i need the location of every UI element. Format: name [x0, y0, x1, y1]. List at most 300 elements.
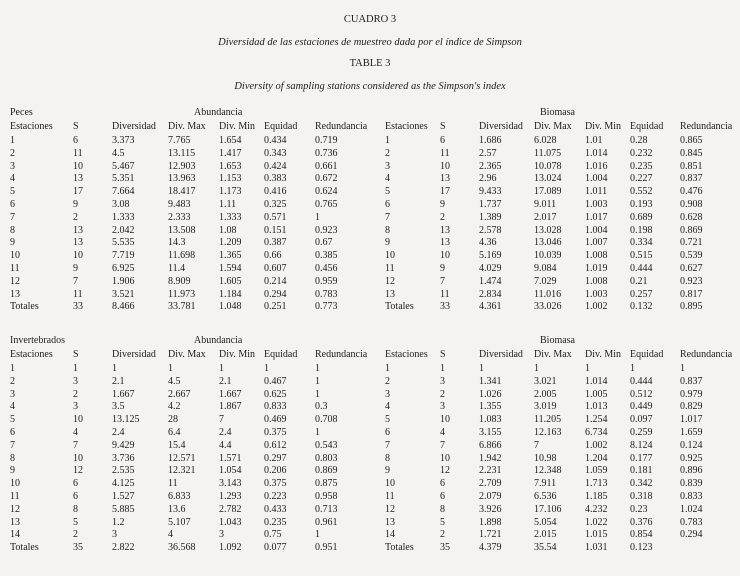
table-cell: 0.476	[680, 186, 703, 198]
table-cell: 0.387	[264, 237, 287, 249]
table-cell: 5.351	[112, 173, 135, 185]
table-cell: 1.654	[219, 135, 242, 146]
table-cell: 7	[10, 211, 15, 223]
column-header: Equidad	[264, 121, 298, 132]
table-cell: 13	[440, 224, 450, 236]
table-cell: 9.433	[479, 186, 502, 198]
table-cell: 4.232	[585, 503, 608, 515]
table-cell: 12.348	[534, 465, 562, 477]
table-cell: 2.042	[112, 224, 135, 236]
table-cell: 8.909	[168, 275, 191, 287]
table-cell: 1.333	[112, 211, 135, 223]
table-cell: 2	[73, 211, 78, 223]
table-cell: 0.765	[315, 199, 338, 210]
table-cell: 9	[440, 263, 445, 274]
table-cell: 13	[73, 224, 83, 236]
table-cell: 1.031	[585, 542, 608, 554]
table-cell: 1.008	[585, 275, 608, 287]
table-cell: 1.209	[219, 237, 242, 249]
table-cell: Totales	[10, 542, 39, 554]
table-cell: 1.906	[112, 275, 135, 287]
table-cell: 2	[440, 211, 445, 223]
table-cell: 0.979	[680, 388, 703, 400]
table-cell: 1	[168, 363, 173, 374]
table-cell: 4	[73, 427, 78, 438]
table-cell: 1.01	[585, 135, 603, 146]
table-cell: 2	[73, 529, 78, 541]
table-cell: 3.08	[112, 199, 130, 210]
table-cell: 8.466	[112, 301, 135, 313]
table-cell: 1.043	[219, 516, 242, 528]
table-title: TABLE 3	[349, 58, 391, 69]
table-cell: 1	[385, 135, 390, 146]
table-cell: 6	[385, 199, 390, 210]
table-cell: 4.2	[168, 401, 181, 413]
table-cell: 1.002	[585, 301, 608, 313]
table-cell: Totales	[10, 301, 39, 313]
table-cell: 3.021	[534, 375, 557, 387]
column-header: Div. Max	[168, 121, 206, 132]
column-header: S	[440, 121, 446, 132]
table-cell: 4.5	[168, 375, 181, 387]
table-cell: 4.4	[219, 439, 232, 451]
column-header: Div. Min	[585, 349, 622, 360]
cuadro-caption: Diversidad de las estaciones de muestreo dada por el índice de Simpson	[218, 37, 522, 48]
table-cell: 0.294	[680, 529, 703, 541]
table-cell: 9	[10, 465, 15, 477]
table-cell: 35	[440, 542, 450, 554]
cuadro-title: CUADRO 3	[343, 14, 397, 25]
table-cell: 12	[73, 465, 83, 477]
table-cell: 1.013	[585, 401, 608, 413]
table-cell: 1.08	[219, 224, 237, 236]
table-cell: 13.115	[168, 147, 196, 159]
table-cell: 0.845	[680, 147, 703, 159]
table-cell: 1.002	[585, 439, 608, 451]
table-cell: 6	[73, 491, 78, 502]
table-cell: 10	[73, 250, 83, 262]
table-cell: 0.383	[264, 173, 287, 185]
table-cell: 5	[73, 516, 78, 528]
table-cell: 13.024	[534, 173, 562, 185]
table-cell: 5	[10, 414, 15, 426]
table-cell: 13.046	[534, 237, 562, 249]
column-header: S	[73, 121, 79, 132]
table-cell: 6	[440, 491, 445, 502]
table-cell: 0.829	[680, 401, 703, 413]
table-cell: 2	[10, 147, 15, 159]
table-cell: 0.294	[264, 288, 287, 300]
table-cell: 10	[10, 478, 20, 490]
table-cell: 6	[10, 199, 15, 210]
table-cell: 5	[10, 186, 15, 198]
table-cell: 10	[440, 160, 450, 172]
table-cell: 0.552	[630, 186, 653, 198]
table-cell: 12	[10, 503, 20, 515]
table-cell: 6.536	[534, 491, 557, 502]
table-cell: 1.173	[219, 186, 242, 198]
table-cell: 3.926	[479, 503, 502, 515]
table-cell: 7	[385, 211, 390, 223]
table-cell: 1	[385, 363, 390, 374]
table-cell: 1	[315, 211, 320, 223]
table-cell: 13	[73, 237, 83, 249]
table-cell: 10	[73, 414, 83, 426]
table-cell: 9	[73, 263, 78, 274]
table-cell: 6.734	[585, 427, 608, 438]
table-cell: 1.11	[219, 199, 237, 210]
table-cell: 4	[385, 173, 390, 185]
table-cell: 6	[385, 427, 390, 438]
table-cell: 7.911	[534, 478, 557, 490]
table-cell: 0.624	[315, 186, 338, 198]
table-cell: 10	[385, 478, 395, 490]
table-cell: 1.571	[219, 452, 242, 464]
table-cell: 6	[73, 135, 78, 146]
table-cell: Totales	[385, 542, 414, 554]
table-cell: 15.4	[168, 439, 186, 451]
table-cell: 0.206	[264, 465, 287, 477]
table-cell: 1.365	[219, 250, 242, 262]
table-cell: 1.605	[219, 275, 242, 287]
table-cell: 2.667	[168, 388, 191, 400]
biomasa-heading: Biomasa	[540, 107, 575, 118]
table-cell: 10	[73, 452, 83, 464]
table-cell: 11.698	[168, 250, 196, 262]
table-cell: 3	[219, 529, 224, 541]
table-cell: 5	[440, 516, 445, 528]
table-cell: 7.664	[112, 186, 135, 198]
table-cell: 12	[440, 465, 450, 477]
table-cell: 0.376	[630, 516, 653, 528]
table-cell: 11	[10, 263, 20, 274]
table-cell: 5.054	[534, 516, 557, 528]
table-cell: 5.169	[479, 250, 502, 262]
table-cell: 5.535	[112, 237, 135, 249]
table-cell: 4	[10, 173, 15, 185]
table-cell: 10	[73, 160, 83, 172]
table-cell: 0.923	[315, 224, 338, 236]
table-cell: 0.512	[630, 388, 653, 400]
table-cell: 3.521	[112, 288, 135, 300]
table-cell: 0.334	[630, 237, 653, 249]
table-cell: 0.342	[630, 478, 653, 490]
column-header: Equidad	[264, 349, 298, 360]
table-cell: 13.963	[168, 173, 196, 185]
table-cell: 5	[385, 414, 390, 426]
table-cell: 3.373	[112, 135, 135, 146]
table-cell: 1	[10, 135, 15, 146]
table-cell: 5.885	[112, 503, 135, 515]
table-cell: 8	[385, 224, 390, 236]
table-cell: 0.449	[630, 401, 653, 413]
table-cell: 1.153	[219, 173, 242, 185]
table-cell: 7.765	[168, 135, 191, 146]
table-cell: 0.097	[630, 414, 653, 426]
table-cell: 9.084	[534, 263, 557, 274]
table-cell: 8	[10, 452, 15, 464]
table-cell: 12.903	[168, 160, 196, 172]
table-cell: 1.004	[585, 224, 608, 236]
table-cell: 28	[168, 414, 178, 426]
table-cell: 11	[73, 147, 83, 159]
column-header: Div. Max	[168, 349, 206, 360]
table-cell: 14	[385, 529, 395, 541]
table-cell: 0.193	[630, 199, 653, 210]
table-cell: 9	[385, 465, 390, 477]
table-cell: 7	[219, 414, 224, 426]
table-cell: 0.736	[315, 147, 338, 159]
column-header: Estaciones	[385, 349, 428, 360]
table-cell: 9.011	[534, 199, 557, 210]
column-header: S	[440, 349, 446, 360]
table-cell: 1.942	[479, 452, 502, 464]
table-cell: 9	[385, 237, 390, 249]
table-cell: 1.2	[112, 516, 125, 528]
table-cell: 0.198	[630, 224, 653, 236]
table-cell: 0.28	[630, 135, 648, 146]
table-cell: 0.837	[680, 173, 703, 185]
table-cell: 1.667	[112, 388, 135, 400]
table-cell: 0.259	[630, 427, 653, 438]
table-cell: 17	[440, 186, 450, 198]
table-cell: 11.016	[534, 288, 562, 300]
column-header: Div. Min	[219, 349, 256, 360]
table-cell: 13	[10, 288, 20, 300]
table-cell: 2.822	[112, 542, 135, 554]
table-cell: 1.474	[479, 275, 502, 287]
table-cell: 7.719	[112, 250, 135, 262]
table-cell: 18.417	[168, 186, 196, 198]
table-cell: 1.014	[585, 147, 608, 159]
table-cell: 3	[10, 160, 15, 172]
table-cell: 2	[385, 147, 390, 159]
table-cell: 0.3	[315, 401, 328, 413]
column-header: Diversidad	[112, 121, 156, 132]
table-cell: 1	[534, 363, 539, 374]
table-cell: 0.424	[264, 160, 287, 172]
table-cell: 4	[168, 529, 173, 541]
table-cell: 0.833	[680, 491, 703, 502]
table-caption: Diversity of sampling stations considered as the Simpson's index	[234, 81, 506, 92]
table-cell: 2	[440, 529, 445, 541]
column-header: Div. Max	[534, 349, 572, 360]
table-cell: 1.024	[680, 503, 703, 515]
table-cell: 3.143	[219, 478, 242, 490]
table-cell: 0.627	[680, 263, 703, 274]
table-cell: 3	[10, 388, 15, 400]
table-cell: 8	[385, 452, 390, 464]
table-cell: 0.923	[680, 275, 703, 287]
table-cell: 0.908	[680, 199, 703, 210]
column-header: Redundancia	[680, 349, 733, 360]
table-cell: 11.4	[168, 263, 186, 274]
table-cell: 1.022	[585, 516, 608, 528]
table-cell: 0.783	[680, 516, 703, 528]
table-cell: 0.444	[630, 375, 653, 387]
table-cell: 0.235	[264, 516, 287, 528]
table-cell: 10	[440, 250, 450, 262]
table-cell: 1	[112, 363, 117, 374]
table-cell: 2.782	[219, 503, 242, 515]
table-cell: 3	[73, 401, 78, 413]
table-cell: 4	[10, 401, 15, 413]
table-cell: 0.214	[264, 275, 287, 287]
table-cell: 0.297	[264, 452, 287, 464]
table-cell: 3.155	[479, 427, 502, 438]
table-cell: 5.467	[112, 160, 135, 172]
table-cell: 0.817	[680, 288, 703, 300]
table-cell: 0.854	[630, 529, 653, 541]
table-cell: 0.077	[264, 542, 287, 554]
table-cell: 1.867	[219, 401, 242, 413]
table-cell: 0.325	[264, 199, 287, 210]
table-cell: 1.293	[219, 491, 242, 502]
table-cell: 8	[73, 503, 78, 515]
table-cell: 3	[440, 401, 445, 413]
column-header: Div. Max	[534, 121, 572, 132]
table-cell: 6.833	[168, 491, 191, 502]
table-cell: 13	[10, 516, 20, 528]
table-cell: 2.079	[479, 491, 502, 502]
abundancia-heading: Abundancia	[194, 107, 243, 118]
table-cell: 1.083	[479, 414, 502, 426]
table-cell: 36.568	[168, 542, 196, 554]
table-cell: 0.895	[680, 301, 703, 313]
table-cell: 12.321	[168, 465, 196, 477]
table-cell: 7	[440, 275, 445, 287]
table-cell: 6.925	[112, 263, 135, 274]
table-cell: 7	[440, 439, 445, 451]
table-cell: 11	[10, 491, 20, 502]
table-cell: 0.66	[264, 250, 282, 262]
table-cell: 1	[585, 363, 590, 374]
table-cell: 0.869	[315, 465, 338, 477]
table-cell: 0.607	[264, 263, 287, 274]
table-cell: 0.375	[264, 478, 287, 490]
table-cell: 0.67	[315, 237, 333, 249]
table-cell: 4.361	[479, 301, 502, 313]
table-cell: 2.709	[479, 478, 502, 490]
table-cell: 0.628	[680, 211, 703, 223]
table-cell: 1.594	[219, 263, 242, 274]
table-cell: 2.005	[534, 388, 557, 400]
table-cell: 17	[73, 186, 83, 198]
table-cell: 13	[385, 516, 395, 528]
table-cell: 2.015	[534, 529, 557, 541]
table-cell: 1.898	[479, 516, 502, 528]
table-cell: 5	[385, 186, 390, 198]
table-cell: 8.124	[630, 439, 653, 451]
table-cell: 0.543	[315, 439, 338, 451]
table-cell: 2.535	[112, 465, 135, 477]
table-cell: 1.254	[585, 414, 608, 426]
table-cell: 11	[440, 288, 450, 300]
table-cell: 13.028	[534, 224, 562, 236]
column-header: Equidad	[630, 121, 664, 132]
table-cell: 1.003	[585, 199, 608, 210]
table-cell: 3	[440, 375, 445, 387]
table-cell: 2.365	[479, 160, 502, 172]
table-cell: 9	[10, 237, 15, 249]
table-cell: 1.686	[479, 135, 502, 146]
biomasa-heading: Biomasa	[540, 335, 575, 346]
table-cell: 0.625	[264, 388, 287, 400]
table-cell: 0.721	[680, 237, 703, 249]
table-cell: 1.659	[680, 427, 703, 438]
table-cell: 3.019	[534, 401, 557, 413]
table-cell: 0.375	[264, 427, 287, 438]
table-cell: 4	[385, 401, 390, 413]
table-cell: 6	[440, 135, 445, 146]
table-cell: 1.092	[219, 542, 242, 554]
table-cell: 3.5	[112, 401, 125, 413]
table-cell: 33.026	[534, 301, 562, 313]
column-header: Div. Min	[219, 121, 256, 132]
table-cell: 0.433	[264, 503, 287, 515]
table-cell: 12	[385, 275, 395, 287]
table-cell: 4.379	[479, 542, 502, 554]
table-cell: 10.98	[534, 452, 557, 464]
table-cell: 0.23	[630, 503, 648, 515]
table-cell: 9	[73, 199, 78, 210]
table-cell: 2.1	[112, 375, 125, 387]
column-header: Equidad	[630, 349, 664, 360]
table-cell: 6.028	[534, 135, 557, 146]
table-cell: 33.781	[168, 301, 196, 313]
table-cell: 0.235	[630, 160, 653, 172]
table-cell: 0.571	[264, 211, 287, 223]
table-cell: 1	[315, 427, 320, 438]
table-cell: 1	[315, 375, 320, 387]
column-header: Estaciones	[10, 349, 53, 360]
group-label: Invertebrados	[10, 335, 65, 346]
table-cell: 0.961	[315, 516, 338, 528]
table-cell: 0.434	[264, 135, 287, 146]
table-cell: 35	[73, 542, 83, 554]
column-header: Estaciones	[10, 121, 53, 132]
table-cell: 0.132	[630, 301, 653, 313]
table-cell: 10.078	[534, 160, 562, 172]
table-cell: 0.959	[315, 275, 338, 287]
table-cell: 4	[440, 427, 445, 438]
table-cell: 0.444	[630, 263, 653, 274]
table-cell: 1.003	[585, 288, 608, 300]
table-cell: 11.075	[534, 147, 562, 159]
table-cell: 0.251	[264, 301, 287, 313]
table-cell: 11	[73, 288, 83, 300]
table-cell: 0.469	[264, 414, 287, 426]
abundancia-heading: Abundancia	[194, 335, 243, 346]
table-cell: 13.508	[168, 224, 196, 236]
table-cell: 12	[385, 503, 395, 515]
table-cell: 35.54	[534, 542, 557, 554]
column-header: Estaciones	[385, 121, 428, 132]
table-cell: 0.803	[315, 452, 338, 464]
table-cell: 9	[440, 199, 445, 210]
table-cell: 13	[440, 237, 450, 249]
table-cell: 10	[385, 250, 395, 262]
table-cell: 0.123	[630, 542, 653, 554]
table-cell: 0.951	[315, 542, 338, 554]
table-cell: 11	[168, 478, 178, 490]
table-cell: 7	[534, 439, 539, 451]
table-cell: 1	[264, 363, 269, 374]
table-cell: 1.059	[585, 465, 608, 477]
table-cell: 10	[440, 452, 450, 464]
table-cell: 1.355	[479, 401, 502, 413]
table-cell: 10	[10, 250, 20, 262]
